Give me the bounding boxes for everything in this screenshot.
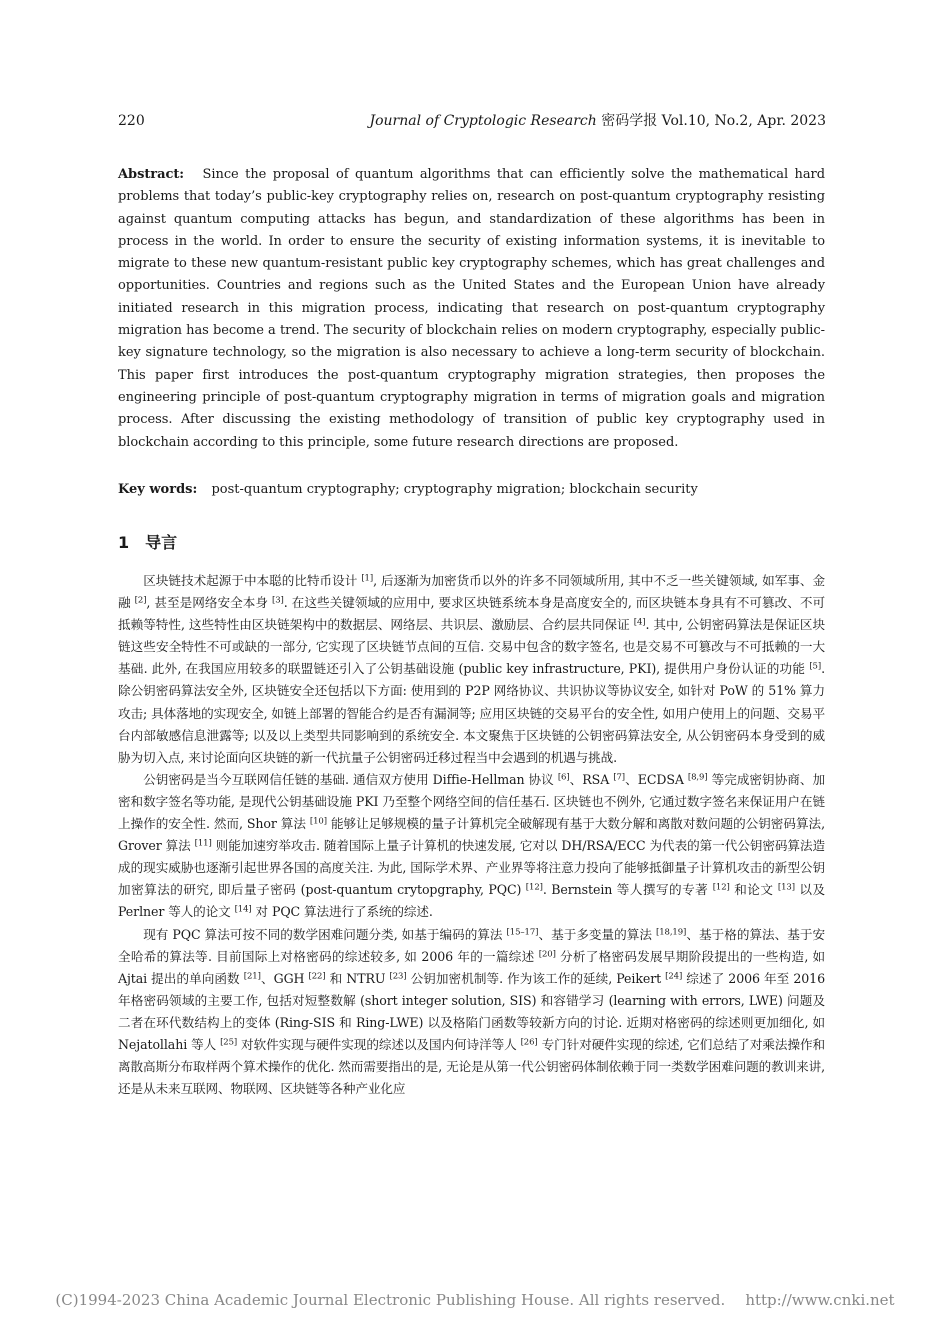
citation-ref[interactable]: [7] — [613, 772, 625, 783]
citation-ref[interactable]: [20] — [538, 948, 556, 959]
paragraph-text: . 其中, 公钥密码算法是保证区块链这些安全特性不可或缺的一部分, 它实现了区块链节点间的互信. 交易中包含的数字签名, 也是交易不可篡改与不可抵赖的一大基础. 此外, 在我国应用较多的联盟链还引入了公钥基础设施 (public key infrastructure, PKI), 提供用户身份认证的功能 — [118, 617, 825, 677]
citation-ref[interactable]: [23] — [389, 971, 407, 982]
citation-ref[interactable]: [1] — [361, 573, 374, 584]
body-paragraph — [118, 570, 825, 769]
paragraph-text: 分析了格密码发展早期阶段提出的一些构造, 如 Ajtai 提出的单向函数 — [118, 948, 825, 986]
paragraph-text: 、GGH — [260, 970, 309, 986]
paragraph-text: 公钥加密机制等. 作为该工作的延续, Peikert — [406, 970, 666, 986]
footer — [0, 1290, 950, 1310]
paragraph-text: 、ECDSA — [624, 771, 688, 787]
keywords-text: post-quantum cryptography; cryptography migration; blockchain security — [211, 482, 698, 497]
section-title: 导言 — [145, 533, 178, 552]
citation-ref[interactable]: [15–17] — [506, 926, 539, 937]
footer-url[interactable]: http://www.cnki.net — [745, 1291, 895, 1309]
page-number: 220 — [118, 113, 145, 129]
running-head — [118, 111, 826, 131]
abstract — [118, 164, 825, 454]
body-paragraph — [118, 924, 825, 1101]
copyright-notice: (C)1994-2023 China Academic Journal Electronic Publishing House. All rights reserved. — [55, 1291, 726, 1309]
volume-info: Vol.10, No.2, Apr. 2023 — [661, 113, 826, 129]
paragraph-text: , 甚至是网络安全本身 — [146, 595, 273, 611]
citation-ref[interactable]: [22] — [308, 971, 326, 982]
paragraph-text: 、基于格的算法、基于安全哈希的算法等. 目前国际上对格密码的综述较多, 如 2006 年的一篇综述 — [118, 926, 825, 964]
citation-ref[interactable]: [25] — [220, 1037, 238, 1048]
paragraph-text: 和论文 — [729, 882, 778, 898]
paragraph-text: 能够让足够规模的量子计算机完全破解现有基于大数分解和离散对数问题的公钥密码算法, Grover 算法 — [118, 816, 825, 854]
citation-ref[interactable]: [24] — [665, 971, 683, 982]
citation-ref[interactable]: [10] — [309, 816, 327, 827]
citation-ref[interactable]: [13] — [777, 882, 795, 893]
paragraph-text: . Bernstein 等人撰写的专著 — [542, 882, 713, 898]
journal-name-en: Journal of Cryptologic Research — [369, 113, 597, 129]
citation-ref[interactable]: [14] — [234, 904, 252, 915]
paragraph-text: 则能加速穷举攻击. 随着国际上量子计算机的快速发展, 它对以 DH/RSA/ECC 为代表的第一代公钥密码算法造成的现实威胁也逐渐引起世界各国的高度关注. 为此, 国际学术界、产业界等将注意力投向了能够抵御量子计算机攻击的新型公钥加密算法的研究, 即后量子密码 (post-quantum crytopgraphy, PQC) — [118, 838, 826, 898]
paragraph-text: 现有 PQC 算法可按不同的数学困难问题分类, 如基于编码的算法 — [143, 926, 507, 942]
section-number: 1 — [118, 533, 130, 552]
paragraph-text: 对 PQC 算法进行了系统的综述. — [251, 904, 433, 920]
paragraph-text: . 除公钥密码算法安全外, 区块链安全还包括以下方面: 使用到的 P2P 网络协议、共识协议等协议安全, 如针对 PoW 的 51% 算力攻击; 具体落地的实现安全, 如链上部署的智能合约是否有漏洞等; 应用区块链的交易平台的安全性, 如用户使用上的问题、交易平台内部敏感信息泄露等; 以及以上类型共同影响到的系统安全. 本文聚焦于区块链的公钥密码算法安全, 从公钥密码本身受到的威胁为切入点, 来讨论面向区块链的新一代抗量子公钥密码迁移过程当中会遇到的机遇与挑战. — [118, 661, 825, 765]
citation-ref[interactable]: [2] — [134, 595, 147, 606]
citation-ref[interactable]: [12] — [712, 882, 730, 893]
body-paragraph — [118, 769, 825, 924]
citation-ref[interactable]: [11] — [194, 838, 212, 849]
abstract-label: Abstract: — [118, 167, 185, 182]
citation-ref[interactable]: [12] — [525, 882, 543, 893]
citation-ref[interactable]: [3] — [272, 595, 284, 606]
abstract-text: Since the proposal of quantum algorithms that can efficiently solve the mathematical hard problems that today’s public-key cryptography relies on, research on post-quantum cryptography resisting against quantum computing attacks has begun, and standardization of these algorithms has been in process in the world. In order to ensure the security of existing information systems, it is inevitable to migrate to these new quantum-resistant public key cryptography schemes, which has great challenges and opportunities. Countries and regions such as the United States and the European Union have already initiated research in this migration process, indicating that research on post-quantum cryptography migration has become a trend. The security of blockchain relies on modern cryptography, especially public-key signature technology, so the migration is also necessary to achieve a long-term security of blockchain. This paper first introduces the post-quantum cryptography migration strategies, then proposes the engineering principle of post-quantum cryptography migration in terms of migration goals and migration process. After discussing the existing methodology of transition of public key cryptography used in blockchain according to this principle, some future research directions are proposed. — [118, 167, 825, 450]
citation-ref[interactable]: [21] — [243, 971, 261, 982]
paragraph-text: 、基于多变量的算法 — [538, 926, 656, 942]
keywords — [118, 479, 825, 501]
citation-ref[interactable]: [26] — [520, 1037, 538, 1048]
paragraph-text: 专门针对硬件实现的综述, 它们总结了对乘法操作和离散高斯分布取样两个算术操作的优化. 然而需要指出的是, 无论是从第一代公钥密码体制依赖于同一类数学困难问题的教训来讲, 还是从未来互联网、物联网、区块链等各种产业化应 — [118, 1036, 825, 1097]
paragraph-text: . 在这些关键领域的应用中, 要求区块链系统本身是高度安全的, 而区块链本身具有不可篡改、不可抵赖等特性, 这些特性由区块链架构中的数据层、网络层、共识层、激励层、合约层共同保证 — [118, 595, 826, 633]
citation-ref[interactable]: [4] — [633, 617, 646, 628]
keywords-label: Key words: — [118, 482, 198, 497]
paragraph-text: , 后逐渐为加密货币以外的许多不同领域所用, 其中不乏一些关键领域, 如军事、金融 — [118, 573, 825, 611]
paragraph-text: 、RSA — [569, 771, 614, 787]
paragraph-text: 综述了 2006 年至 2016 年格密码领域的主要工作, 包括对短整数解 (short integer solution, SIS) 和容错学习 (learning with errors, LWE) 问题及二者在环代数结构上的变体 (Ring-SIS 和 Ring-LWE) 以及格陷门函数等较新方向的讨论. 近期对格密码的综述则更加细化, 如 Nejatollahi 等人 — [118, 970, 825, 1052]
citation-ref[interactable]: [8,9] — [687, 772, 708, 783]
citation-ref[interactable]: [5] — [809, 661, 822, 672]
citation-ref[interactable]: [18,19] — [656, 926, 687, 937]
citation-ref[interactable]: [6] — [557, 772, 570, 783]
paragraph-text: 等完成密钥协商、加密和数字签名等功能, 是现代公钥基础设施 PKI 乃至整个网络空间的信任基石. 区块链也不例外, 它通过数字签名来保证用户在链上操作的安全性. 然而, Shor 算法 — [118, 771, 826, 832]
journal-title — [369, 111, 826, 131]
paragraph-text: 公钥密码是当今互联网信任链的基础. 通信双方使用 Diffie-Hellman 协议 — [143, 771, 558, 787]
paragraph-text: 区块链技术起源于中本聪的比特币设计 — [143, 573, 362, 588]
body-text — [118, 570, 825, 1100]
paragraph-text: 和 NTRU — [325, 970, 390, 986]
paragraph-text: 对软件实现与硬件实现的综述以及国内何诗洋等人 — [237, 1036, 521, 1052]
paragraph-text: 以及 Perlner 等人的论文 — [118, 882, 825, 920]
journal-name-cn: 密码学报 — [601, 113, 658, 129]
section-heading — [118, 532, 177, 554]
